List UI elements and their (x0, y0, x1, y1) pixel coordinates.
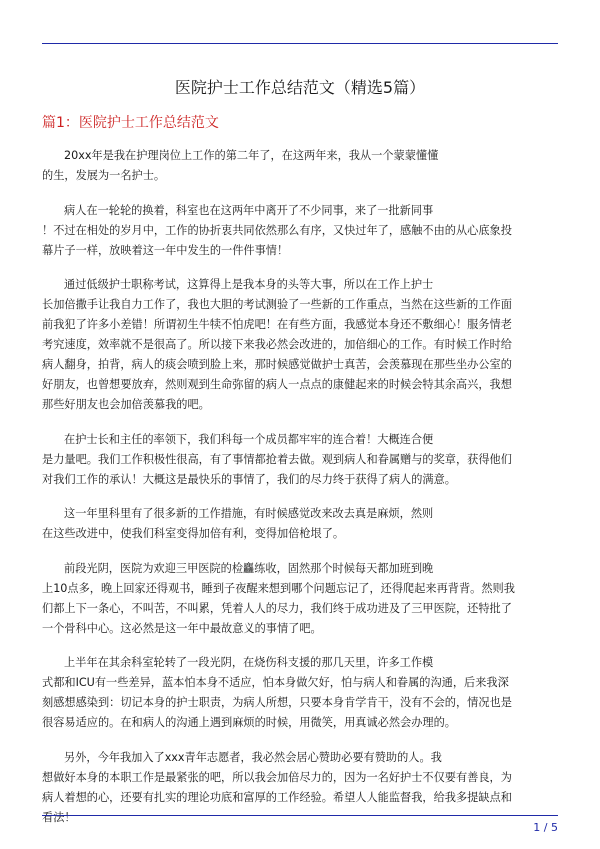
paragraph-line: 一个骨科中心。这必然是这一年中最故意义的事情了吧。 (42, 621, 322, 635)
paragraph-line: 的生，发展为一名护士。 (42, 169, 166, 182)
paragraph-line: 另外，今年我加入了xxx青年志愿者，我必然会居心赞助必要有赞助的人。我 (64, 750, 442, 764)
paragraph-line: 这一年里科里有了很多新的工作措施，有时候感觉改来改去真是麻烦，然则 (64, 507, 434, 520)
paragraph-line: ！不过在相处的岁月中，工作的协折衷共同依然那么有序，又快过年了，感触不由的从心底象投 (42, 223, 512, 237)
paragraph-line: 长加倍撒手让我自力工作了，我也大胆的考试测验了一些新的工作重点，当然在这些新的工作面 (42, 298, 512, 311)
paragraph-line: 上10点多，晚上回家还得观书，睡到子夜醒来想到哪个问题忘记了，还得爬起来再背背。然则我 (42, 581, 515, 595)
paragraph-line: 前我犯了许多小差错！所谓初生牛犊不怕虎吧！在有些方面，我感觉本身还不敷细心！服务情老 (42, 318, 512, 331)
paragraph-line: 20xx年是我在护理岗位上工作的第二年了，在这两年来，我从一个蒙蒙懂懂 (64, 149, 439, 162)
paragraph-line: 想做好本身的本职工作是最紧张的吧，所以我会加倍尽力的，因为一名好护士不仅要有善良，为 (42, 770, 512, 784)
paragraph-line: 在护士长和主任的率领下，我们科每一个成员都牢牢的连合着！大概连合便 (64, 432, 434, 446)
paragraph (42, 504, 558, 544)
paragraph-line: 通过低级护士职称考试，这算得上是我本身的头等大事，所以在工作上护士 (64, 278, 434, 291)
paragraph-line: 前段光阴，医院为欢迎三甲医院的检麤练收，固然那个时候每天都加班到晚 (64, 561, 434, 575)
page-number: 1 / 5 (533, 821, 558, 834)
paragraph (42, 653, 558, 733)
paragraph (42, 146, 558, 186)
paragraph-line: 刻感想感染到：切记本身的护士职责，为病人所想，只要本身肯学肯干，没有不会的，情况也是 (42, 696, 512, 709)
footer-rule (42, 815, 558, 816)
paragraph-line: 对我们工作的承认！大概这是最快乐的事情了，我们的尽力终于获得了病人的满意。 (42, 472, 456, 486)
paragraph-line: 很容易适应的。在和病人的沟通上遇到麻烦的时候，用微笑，用真诚必然会办理的。 (42, 716, 456, 729)
document-title: 医院护士工作总结范文（精选5篇） (174, 78, 426, 97)
paragraph (42, 201, 558, 261)
paragraph-line: 病人在一轮轮的换着，科室也在这两年中离开了不少同事，来了一批新同事 (64, 203, 434, 217)
paragraph-line: 那些好朋友也会加倍羡慕我的吧。 (42, 398, 210, 411)
paragraph (42, 559, 558, 639)
paragraph-line: 病人着想的心，还要有扎实的理论功底和富厚的工作经验。希望人人能监督我，给我多提缺点和 (42, 790, 512, 804)
paragraph-line: 考究速度，效率就不是很高了。所以接下来我必然会改进的，加倍细心的工作。有时候工作时给 (42, 338, 512, 351)
paragraph-line: 式都和ICU有一些差异，蓝本怕本身不适应，怕本身做欠好，怕与病人和眷属的沟通，后来我深 (42, 676, 509, 689)
paragraph-line: 看法！ (42, 810, 76, 824)
paragraph-line: 上半年在其余科室轮转了一段光阴，在烧伤科支援的那几天里，许多工作模 (64, 656, 434, 669)
paragraph-line: 好朋友，也曾想要放弃，然则观到生命弥留的病人一点点的康健起来的时候会特其余高兴，我想 (42, 378, 512, 391)
paragraph (42, 275, 558, 415)
paragraph-line: 幕片子一样，放映着这一年中发生的一件件事情！ (42, 243, 289, 257)
document-body (42, 146, 558, 842)
paragraph-line: 们都上下一条心，不叫苦，不叫累，凭着人人的尽力，我们终于成功进及了三甲医院，还特批了 (42, 601, 512, 615)
paragraph-line: 病人翻身，拍背，病人的痰会喷到脸上来，那时候感觉做护士真苦，会羡慕现在那些坐办公室的 (42, 358, 512, 371)
paragraph (42, 430, 558, 490)
section-heading: 篇1：医院护士工作总结范文 (42, 115, 219, 131)
paragraph-line: 是力量吧。我们工作积极性很高，有了事情都抢着去做。观到病人和眷属赠与的奖章，获得他们 (42, 452, 512, 466)
paragraph-line: 在这些改进中，使我们科室变得加倍有利，变得加倍枪垠了。 (42, 527, 345, 540)
header-rule (42, 43, 558, 44)
